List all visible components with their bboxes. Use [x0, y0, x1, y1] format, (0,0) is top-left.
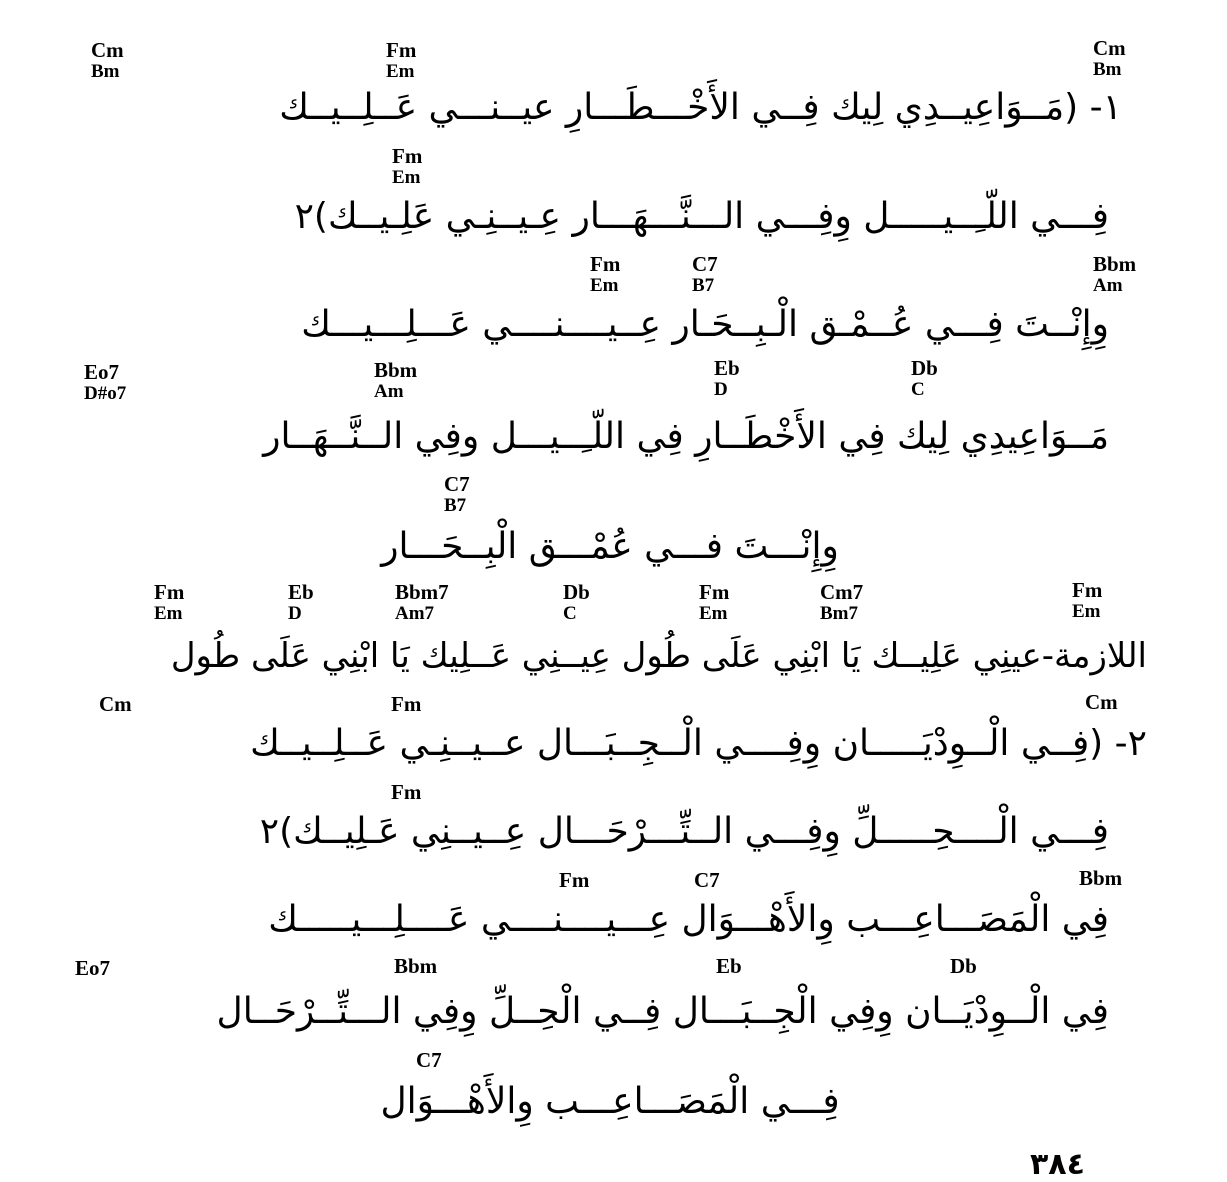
lyric-line: مَــوَاعِيدِي لِيك فِي الأَخْطَــارِ فِي اللّـِــيـــل وفِي الــنَّــهَــار — [263, 416, 1109, 457]
chord-label — [563, 582, 590, 623]
chord-name: Eo7 — [84, 360, 120, 384]
chord-label — [950, 956, 977, 977]
lyric-line: ٢- (فِــي الْــوِدْيَـــــان وِفِــــي الْــجِــبَـــال عــيــنِـي عَــلِــيــك — [250, 723, 1147, 764]
alt-chord-name: Em — [392, 167, 421, 188]
chord-label — [1093, 254, 1136, 295]
chord-label — [386, 40, 416, 81]
chord-label — [288, 582, 314, 623]
chord-label — [1072, 580, 1102, 621]
chord-name: C7 — [692, 252, 718, 276]
lyric-line: وِإِنْـــتَ فـــي عُمْـــق الْبِــحَـــار — [381, 526, 839, 567]
chord-name: Eb — [714, 356, 740, 380]
lyric-line: فِـــي اللّـِــيـــــل وِفِـــي الـــنَّـــهَـــار عِـيــنِـي عَلِـيــك)٢ — [294, 196, 1109, 237]
alt-chord-name: Bm — [1093, 59, 1122, 80]
chord-name: Cm7 — [820, 580, 864, 604]
chord-name: C7 — [444, 472, 470, 496]
chord-label — [374, 360, 417, 401]
chord-label — [694, 870, 720, 891]
alt-chord-name: Am7 — [395, 603, 435, 624]
chord-name: Cm — [91, 38, 124, 62]
chord-name: C7 — [694, 868, 720, 892]
page-number: ٣٨٤ — [1030, 1147, 1085, 1182]
chord-name: Bbm7 — [395, 580, 449, 604]
alt-chord-name: Bm — [91, 61, 120, 82]
alt-chord-name: D — [288, 603, 302, 624]
chord-name: Bbm — [1079, 866, 1123, 890]
chord-name: Fm — [154, 580, 185, 604]
chord-name: Db — [563, 580, 590, 604]
alt-chord-name: C — [911, 379, 925, 400]
chord-label — [99, 694, 132, 715]
chord-label — [590, 254, 620, 295]
chord-label — [714, 358, 740, 399]
chord-label — [692, 254, 718, 295]
lyric-line: وِإِنْــتَ فِـــي عُــمْـق الْـبِــحَـار عِــيــــنــــي عَـــلِـــيـــك — [301, 304, 1109, 345]
chord-name: Fm — [699, 580, 730, 604]
alt-chord-name: Em — [699, 603, 728, 624]
lyric-line: ١- (مَــوَاعِيــدِي لِيك فِــي الأَخْـــطَـــارِ عيــنـــي عَــلِــيــك — [279, 87, 1122, 128]
chord-name: Fm — [1072, 578, 1103, 602]
chord-name: Bbm — [1093, 252, 1137, 276]
chord-name: Fm — [386, 38, 417, 62]
alt-chord-name: B7 — [692, 275, 715, 296]
lyric-line: فِي الْــوِدْيَــان وِفِي الْجِــبَـــال فِــي الْحِــلِّ وِفِي الـــتِّــرْحَــال — [216, 991, 1109, 1032]
chord-name: Fm — [391, 692, 422, 716]
chord-name: Bbm — [394, 954, 438, 978]
chord-label — [1093, 38, 1126, 79]
chord-label — [1085, 692, 1118, 713]
lyric-line: اللازمة-عينِي عَلِيــك يَا ابْنِي عَلَى طُول عِيــنِي عَــلِيك يَا ابْنِي عَلَى طُول — [170, 636, 1147, 676]
chord-label — [154, 582, 184, 623]
chord-name: Fm — [590, 252, 621, 276]
chord-label — [391, 694, 421, 715]
chord-label — [392, 146, 422, 187]
chord-name: Fm — [391, 780, 422, 804]
chord-label — [91, 40, 124, 81]
chord-name: Fm — [559, 868, 590, 892]
chord-label — [699, 582, 729, 623]
alt-chord-name: Am — [1093, 275, 1123, 296]
alt-chord-name: Em — [386, 61, 415, 82]
chord-label — [416, 1050, 442, 1071]
alt-chord-name: Em — [1072, 601, 1101, 622]
lyric-line: فِـــي الْــــحِـــــلِّ وِفِـــي الــتِّـــرْحَـــال عِــيــنِي عَـلِيــك)٢ — [259, 811, 1109, 852]
alt-chord-name: C — [563, 603, 577, 624]
chord-label — [395, 582, 449, 623]
chord-name: Bbm — [374, 358, 418, 382]
chord-name: Cm — [1085, 690, 1118, 714]
chord-name: Fm — [392, 144, 423, 168]
chord-name: Eo7 — [75, 956, 111, 980]
chord-name: Db — [911, 356, 938, 380]
chord-name: Cm — [99, 692, 132, 716]
chord-label — [75, 958, 110, 979]
chord-label — [84, 362, 126, 403]
alt-chord-name: Am — [374, 381, 404, 402]
lyric-line: فِـــي الْمَصَـــاعِـــب وِالأَهْـــوَال — [380, 1081, 840, 1122]
alt-chord-name: B7 — [444, 495, 467, 516]
chord-name: C7 — [416, 1048, 442, 1072]
lyric-line: فِي الْمَصَـــاعِـــب وِالأَهْـــوَال عِـــيــــنــــي عَــــلِـــيـــــك — [268, 899, 1109, 940]
alt-chord-name: D — [714, 379, 728, 400]
chord-name: Eb — [716, 954, 742, 978]
chord-label — [716, 956, 742, 977]
alt-chord-name: Bm7 — [820, 603, 858, 624]
chord-label — [444, 474, 470, 515]
chord-name: Cm — [1093, 36, 1126, 60]
chord-label — [820, 582, 863, 623]
chord-name: Db — [950, 954, 977, 978]
chord-label — [391, 782, 421, 803]
chord-name: Eb — [288, 580, 314, 604]
chord-label — [559, 870, 589, 891]
alt-chord-name: Em — [590, 275, 619, 296]
alt-chord-name: D#o7 — [84, 383, 127, 404]
chord-label — [911, 358, 938, 399]
chord-label — [1079, 868, 1122, 889]
chord-label — [394, 956, 437, 977]
alt-chord-name: Em — [154, 603, 183, 624]
